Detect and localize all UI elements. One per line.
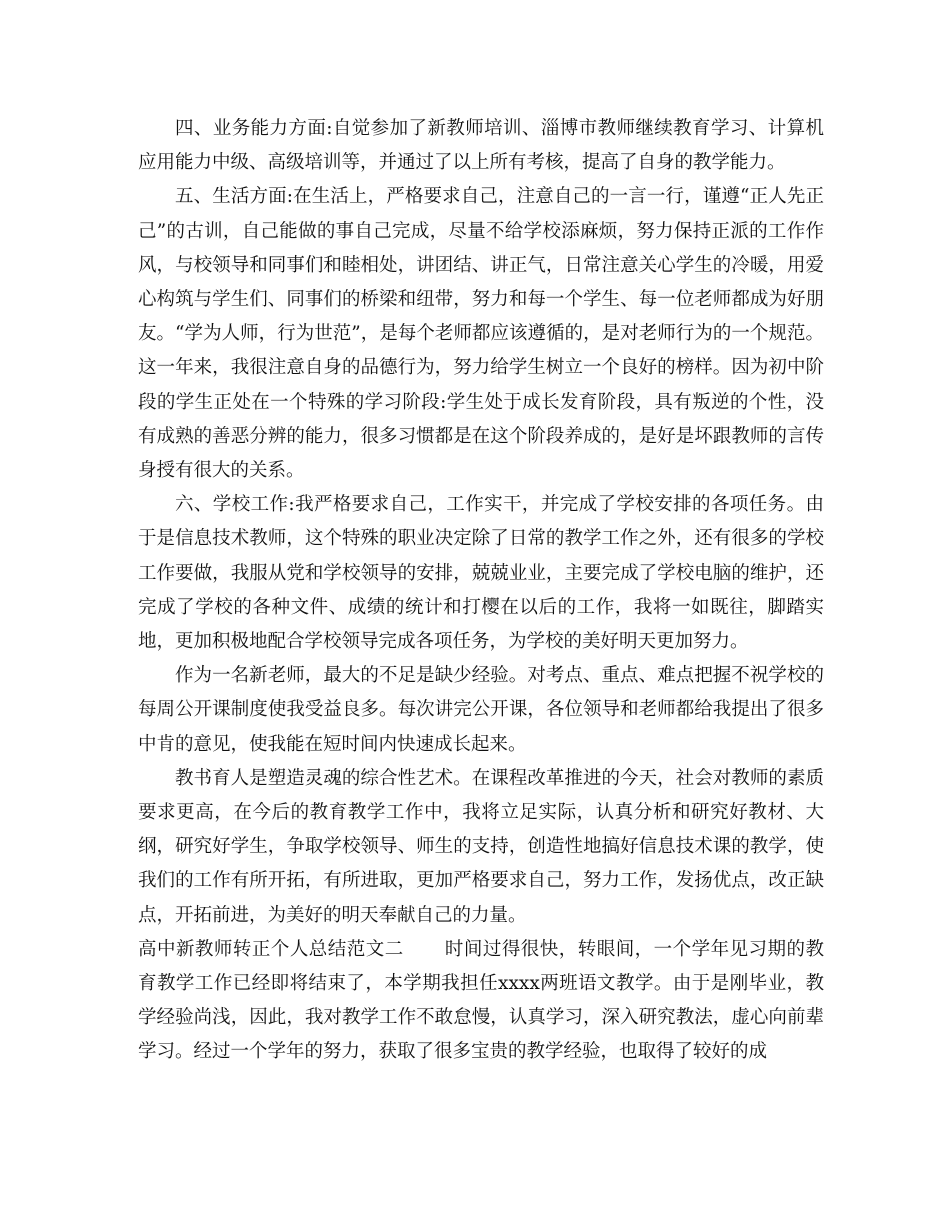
paragraph-business-ability: 四、业务能力方面:自觉参加了新教师培训、淄博市教师继续教育学习、计算机应用能力中级、高级培训等，并通过了以上所有考核，提高了自身的教学能力。 xyxy=(138,118,824,174)
paragraph-new-teacher: 作为一名新老师，最大的不足是缺少经验。对考点、重点、难点把握不祝学校的每周公开课制度使我受益良多。每次讲完公开课，各位领导和老师都给我提出了很多中肯的意见，使我能在短时间内快速成长起来。 xyxy=(138,665,824,755)
document-body xyxy=(138,112,824,1070)
paragraph-school-work: 六、学校工作:我严格要求自己，工作实干，并完成了学校安排的各项任务。由于是信息技术教师，这个特殊的职业决定除了日常的教学工作之外，还有很多的学校工作要做，我服从党和学校领导的安排，兢兢业业，主要完成了学校电脑的维护，还完成了学校的各种文件、成绩的统计和打樱在以后的工作，我将一如既往，脚踏实地，更加积极地配合学校领导完成各项任务，为学校的美好明天更加努力。 xyxy=(138,494,824,653)
paragraph-education-art: 教书育人是塑造灵魂的综合性艺术。在课程改革推进的今天，社会对教师的素质要求更高，在今后的教育教学工作中，我将立足实际，认真分析和研究好教材、大纲，研究好学生，争取学校领导、师生的支持，创造性地搞好信息技术课的教学，使我们的工作有所开拓，有所进取，更加严格要求自己，努力工作，发扬优点，改正缺点，开拓前进，为美好的明天奉献自己的力量。 xyxy=(138,767,824,926)
section-two xyxy=(138,933,824,1070)
paragraph-life: 五、生活方面:在生活上，严格要求自己，注意自己的一言一行，谨遵“正人先正己”的古训，自己能做的事自己完成，尽量不给学校添麻烦，努力保持正派的工作作风，与校领导和同事们和睦相处，讲团结、讲正气，日常注意关心学生的冷暖，用爱心构筑与学生们、同事们的桥梁和纽带，努力和每一个学生、每一位老师都成为好朋友。“学为人师，行为世范”，是每个老师都应该遵循的，是对老师行为的一个规范。这一年来，我很注意自身的品德行为，努力给学生树立一个良好的榜样。因为初中阶段的学生正处在一个特殊的学习阶段:学生处于成长发育阶段，具有叛逆的个性，没有成熟的善恶分辨的能力，很多习惯都是在这个阶段养成的，是好是坏跟教师的言传身授有很大的关系。 xyxy=(138,186,824,482)
section-heading: 高中新教师转正个人总结范文二 xyxy=(138,938,404,960)
section-body: 时间过得很快，转眼间，一个学年见习期的教育教学工作已经即将结束了，本学期我担任xxxx两班语文教学。由于是刚毕业，教学经验尚浅，因此，我对教学工作不敢怠慢，认真学习，深入研究教法，虚心向前辈学习。经过一个学年的努力，获取了很多宝贵的教学经验，也取得了较好的成 xyxy=(138,938,824,1063)
